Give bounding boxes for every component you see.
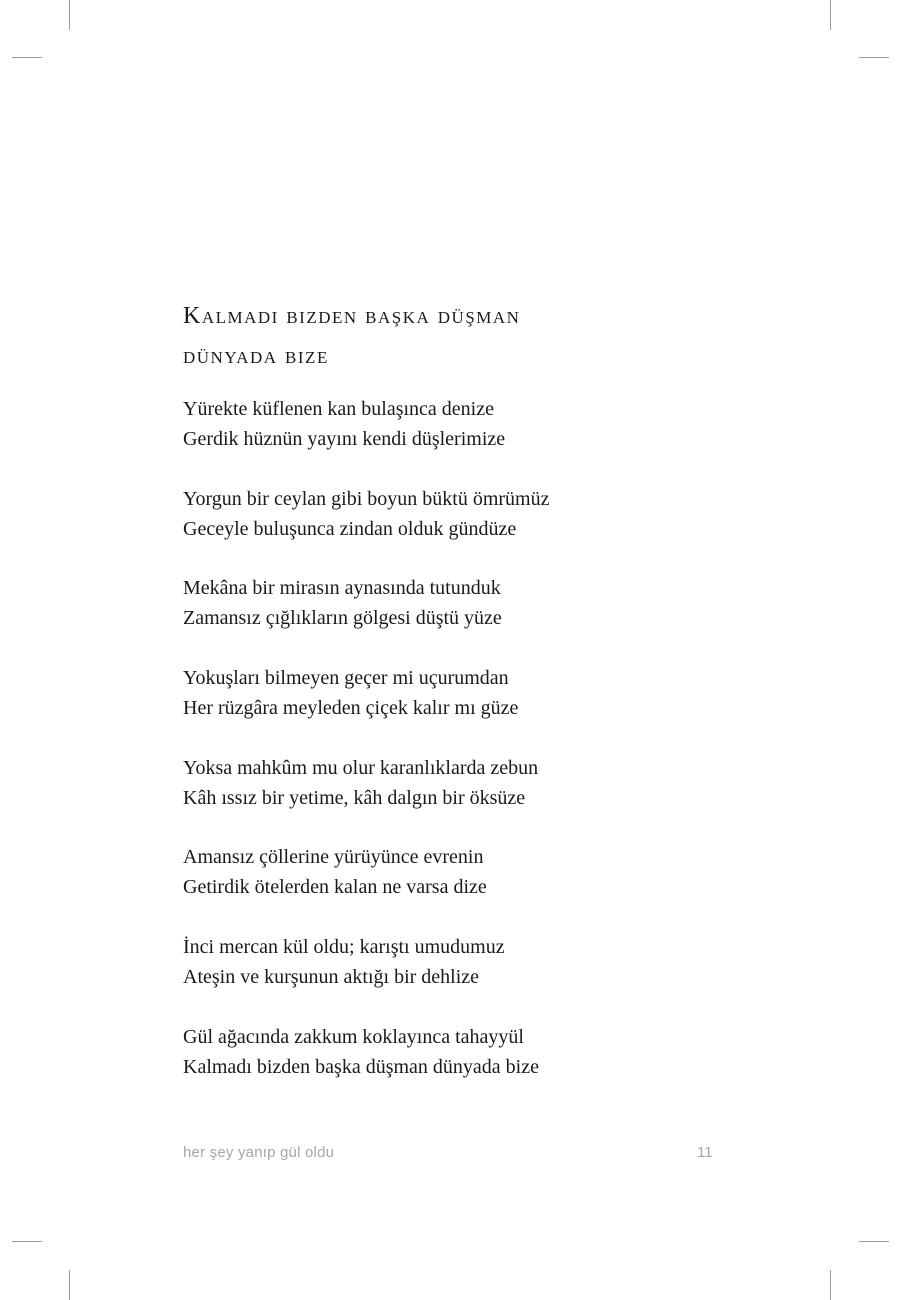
running-footer-book-title: her şey yanıp gül oldu <box>183 1144 335 1161</box>
stanza-1 <box>183 394 723 454</box>
poem-title-line-1: Kalmadı bizden başka düşman <box>183 303 521 329</box>
verse-line: Mekâna bir mirasın aynasında tutunduk <box>183 577 501 600</box>
poem-title-line-2: dünyada bize <box>183 343 329 369</box>
stanza-4 <box>183 663 723 723</box>
verse-line: Zamansız çığlıkların gölgesi düştü yüze <box>183 607 502 630</box>
poem-title <box>183 296 743 376</box>
crop-mark-left-bottom <box>12 1241 42 1242</box>
stanza-3 <box>183 573 723 633</box>
verse-line: Her rüzgâra meyleden çiçek kalır mı güze <box>183 697 519 720</box>
crop-mark-bottom-left <box>69 1270 70 1300</box>
verse-line: Yürekte küflenen kan bulaşınca denize <box>183 398 494 420</box>
stanza-6 <box>183 842 723 902</box>
verse-line: Yorgun bir ceylan gibi boyun büktü ömrümüz <box>183 487 550 510</box>
verse-line: Amansız çöllerine yürüyünce evrenin <box>183 846 484 869</box>
crop-mark-left-top <box>12 57 42 58</box>
verse-line: Gerdik hüznün yayını kendi düşlerimize <box>183 428 506 450</box>
crop-mark-bottom-right <box>830 1270 831 1300</box>
page-number: 11 <box>697 1144 713 1161</box>
crop-mark-right-bottom <box>859 1241 889 1242</box>
verse-line: Ateşin ve kurşunun aktığı bir dehlize <box>183 966 480 989</box>
verse-line: Geceyle buluşunca zindan olduk gündüze <box>183 517 517 540</box>
verse-line: Kalmadı bizden başka düşman dünyada bize <box>183 1055 539 1078</box>
verse-line: Kâh ıssız bir yetime, kâh dalgın bir öksüze <box>183 786 526 809</box>
crop-mark-top-right <box>830 0 831 30</box>
verse-line: İnci mercan kül oldu; karıştı umudumuz <box>183 936 505 959</box>
verse-line: Yoksa mahkûm mu olur karanlıklarda zebun <box>183 756 539 779</box>
stanza-8 <box>183 1022 723 1082</box>
stanza-7 <box>183 932 723 992</box>
verse-line: Yokuşları bilmeyen geçer mi uçurumdan <box>183 667 509 690</box>
poem-body <box>183 394 723 1112</box>
stanza-2 <box>183 484 723 544</box>
verse-line: Getirdik ötelerden kalan ne varsa dize <box>183 876 487 899</box>
crop-mark-right-top <box>859 57 889 58</box>
stanza-5 <box>183 753 723 813</box>
verse-line: Gül ağacında zakkum koklayınca tahayyül <box>183 1025 524 1048</box>
crop-mark-top-left <box>69 0 70 30</box>
